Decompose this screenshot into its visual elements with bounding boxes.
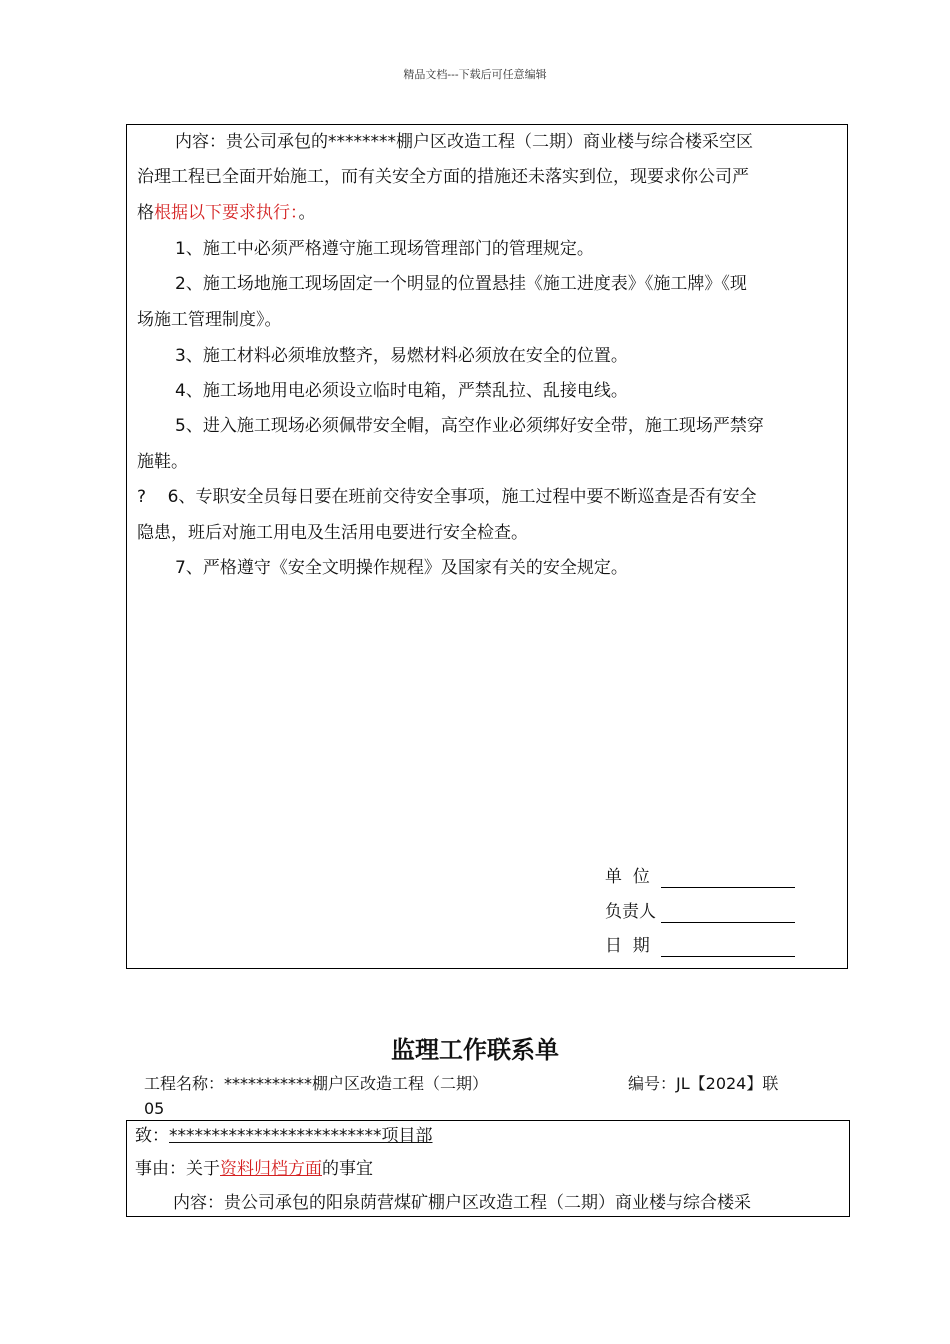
form-number-cont: 05 [144,1099,165,1118]
to-row [135,1125,433,1147]
form-number: 编号：JL【2024】联 [628,1074,779,1093]
requirement-item-3: 3、施工材料必须堆放整齐，易燃材料必须放在安全的位置。 [175,346,628,366]
requirement-item-6-cont: 隐患，班后对施工用电及生活用电要进行安全检查。 [137,523,528,543]
requirement-item-2-cont: 场施工管理制度》。 [137,310,282,330]
signature-person-line[interactable] [661,904,795,923]
requirement-item-2: 2、施工场地施工现场固定一个明显的位置悬挂《施工进度表》《施工牌》《现 [175,274,747,294]
to-label: 致： [135,1126,169,1146]
requirement-item-7: 7、严格遵守《安全文明操作规程》及国家有关的安全规定。 [175,558,628,578]
signature-date-label: 日 期 [605,936,650,956]
project-name: 工程名称：***********棚户区改造工程（二期） [144,1074,489,1093]
form-title: 监理工作联系单 [391,1036,559,1064]
requirement-item-5-cont: 施鞋。 [137,452,188,472]
subject-row [135,1158,373,1180]
header-watermark: 精品文档---下载后可任意编辑 [403,68,547,81]
signature-person-label: 负责人 [605,902,656,922]
signature-date-row [605,935,795,957]
content-line-3 [137,202,316,224]
signature-unit-line[interactable] [661,869,795,888]
requirement-item-4: 4、施工场地用电必须设立临时电箱，严禁乱拉、乱接电线。 [175,381,628,401]
subject-highlight: 资料归档方面 [220,1159,322,1179]
contact-content-line: 内容：贵公司承包的阳泉荫营煤矿棚户区改造工程（二期）商业楼与综合楼采 [173,1193,751,1213]
contact-form-box [126,1120,850,1217]
content-line-3-prefix: 格 [137,203,154,223]
requirement-item-6: ? 6、专职安全员每日要在班前交待安全事项，施工过程中要不断巡查是否有安全 [137,487,757,507]
signature-unit-label: 单 位 [605,867,650,887]
requirement-item-1: 1、施工中必须严格遵守施工现场管理部门的管理规定。 [175,239,594,259]
content-line-2: 治理工程已全面开始施工，而有关安全方面的措施还未落实到位，现要求你公司严 [137,167,749,187]
notice-content-box [126,124,848,969]
content-line-1: 内容：贵公司承包的********棚户区改造工程（二期）商业楼与综合楼采空区 [175,132,753,152]
signature-person-row [605,901,795,923]
subject-suffix: 的事宜 [322,1159,373,1179]
subject-label: 事由：关于 [135,1159,220,1179]
signature-unit-row [605,866,795,888]
content-line-3-highlight: 根据以下要求执行： [154,203,299,223]
requirement-item-5: 5、进入施工现场必须佩带安全帽，高空作业必须绑好安全带，施工现场严禁穿 [175,416,764,436]
content-line-3-suffix: 。 [298,203,316,223]
signature-date-line[interactable] [661,938,795,957]
to-value: *************************项目部 [169,1126,433,1146]
